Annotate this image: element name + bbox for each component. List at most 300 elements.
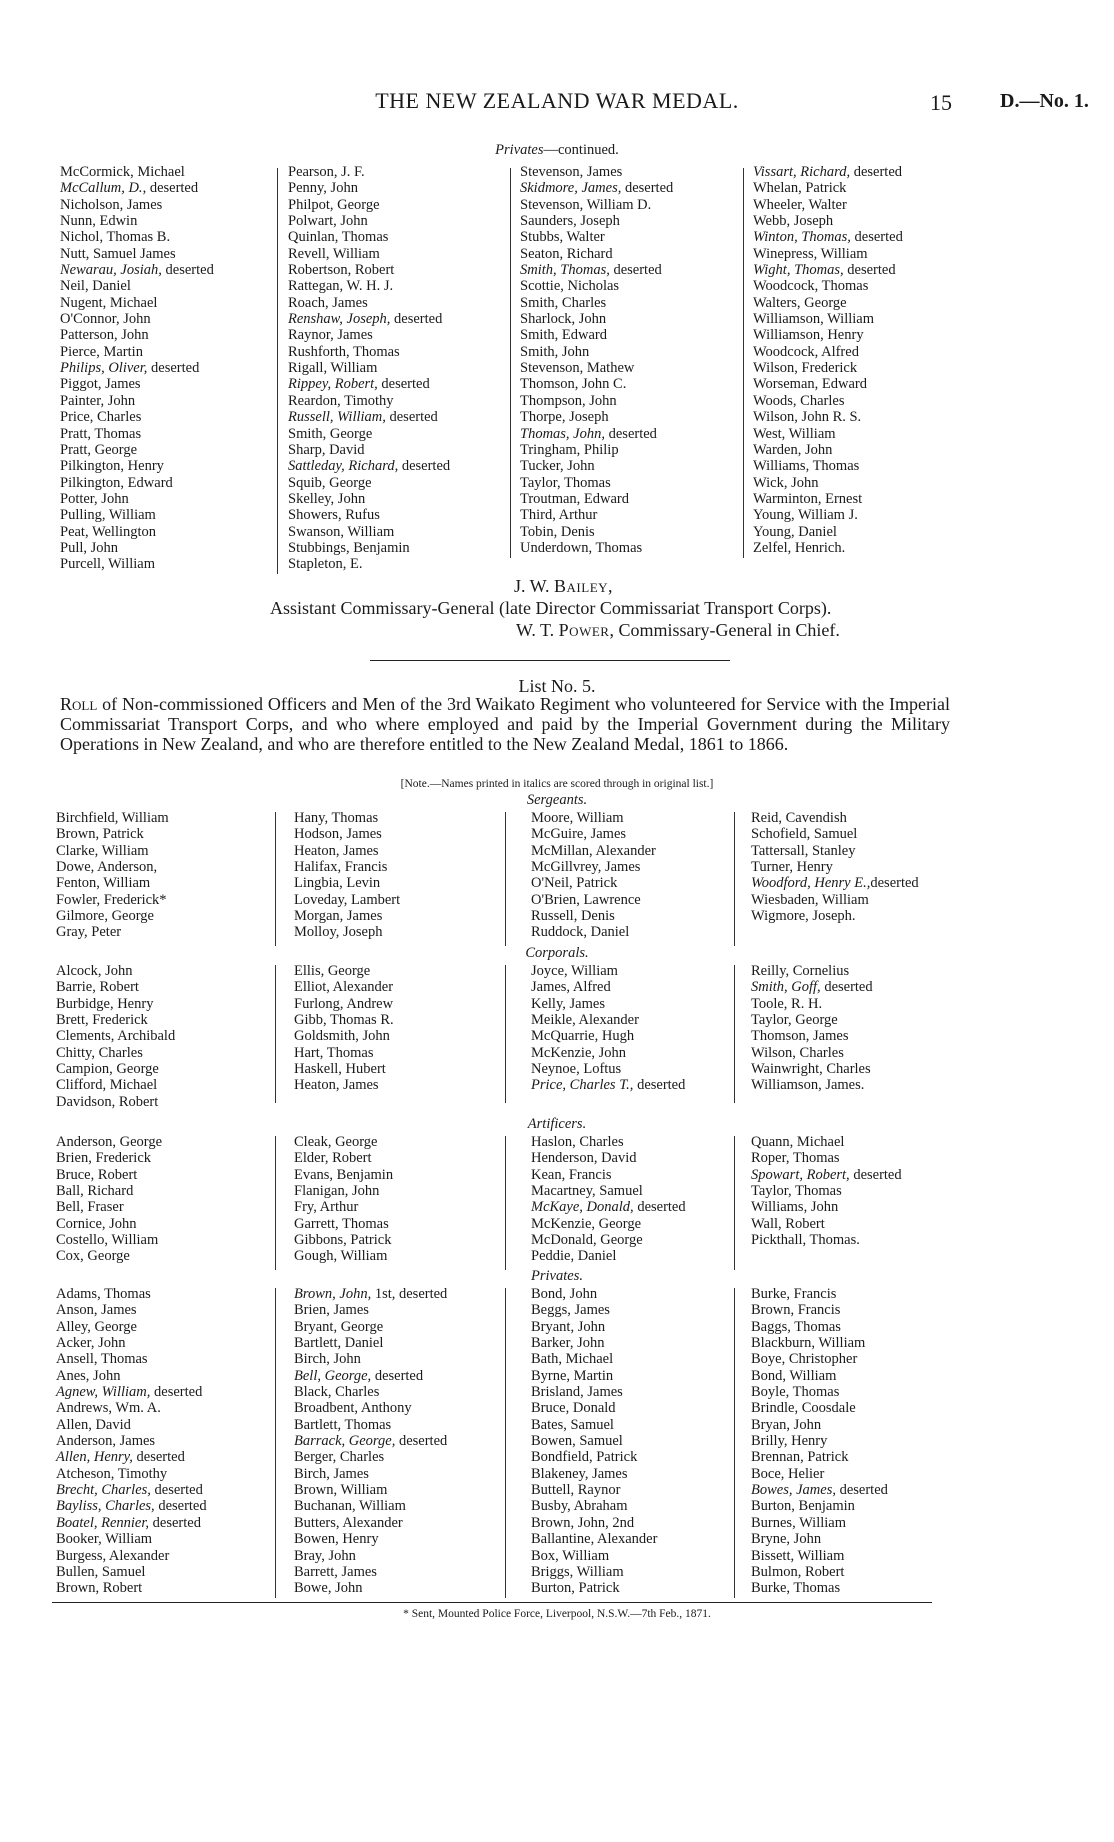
entry-name: Bruce, Robert (56, 1166, 138, 1183)
entry-name: Brien, James (294, 1302, 369, 1319)
roll-entry (60, 262, 214, 278)
entry-note: deserted (850, 164, 903, 180)
roll-entry (288, 311, 450, 327)
roll-entry (56, 1368, 207, 1384)
roll-entry (294, 1077, 394, 1093)
roll-entry (531, 1564, 657, 1580)
roll-entry (531, 875, 656, 891)
roll-entry (531, 1077, 685, 1093)
entry-name: Allen, David (56, 1416, 131, 1433)
roll-entry (753, 180, 903, 196)
struck-name: Thomas, John, (520, 425, 605, 442)
entry-name: Henderson, David (531, 1150, 637, 1167)
entry-name: Troutman, Edward (520, 490, 630, 507)
roll-entry (531, 1045, 685, 1061)
entry-name: Skelley, John (288, 490, 366, 507)
roll-entry (56, 1417, 207, 1433)
roll-entry (751, 996, 873, 1012)
column-divider (510, 168, 511, 558)
struck-name: Bell, George, (294, 1367, 372, 1384)
entry-name: Moore, William (531, 810, 624, 826)
corporals-heading: Corporals. (525, 945, 589, 961)
entry-name: Seaton, Richard (520, 245, 613, 262)
roll-entry (751, 1580, 888, 1596)
entry-name: Stevenson, James (520, 164, 623, 180)
entry-name: Alcock, John (56, 963, 133, 979)
roll-entry (288, 376, 450, 392)
roll-entry (751, 1351, 888, 1367)
roll-entry (753, 409, 903, 425)
roll-entry (531, 996, 685, 1012)
roll-entry (520, 409, 673, 425)
roll-entry (288, 213, 450, 229)
entry-name: Bath, Michael (531, 1351, 614, 1368)
roll-entry (56, 1449, 207, 1465)
list-introduction (60, 694, 950, 754)
roll-entry (60, 164, 214, 180)
entry-name: Baggs, Thomas (751, 1318, 841, 1335)
entry-name: Pulling, William (60, 507, 156, 524)
entry-name: Birch, John (294, 1351, 361, 1368)
roll-entry (753, 311, 903, 327)
entry-name: Woodcock, Alfred (753, 343, 859, 360)
entry-name: Haslon, Charles (531, 1134, 624, 1150)
entry-name: Smith, John (520, 343, 590, 360)
entry-name: Joyce, William (531, 963, 618, 979)
entry-name: Brown, Patrick (56, 826, 144, 843)
entry-name: Atcheson, Timothy (56, 1465, 168, 1482)
entry-name: Stevenson, William D. (520, 196, 652, 213)
roll-entry (294, 810, 400, 826)
roll-entry (60, 246, 214, 262)
roll-entry (294, 924, 400, 940)
entry-name: Brown, William (294, 1482, 388, 1499)
entry-name: Williams, John (751, 1199, 839, 1216)
roll-entry (294, 1498, 447, 1514)
roll-entry (520, 262, 673, 278)
entry-note: deserted (835, 1482, 888, 1499)
roll-entry (294, 1548, 447, 1564)
entry-name: Bryant, John (531, 1318, 606, 1335)
roll-entry (520, 475, 673, 491)
entry-name: O'Brien, Lawrence (531, 891, 641, 908)
signature-surname: Bailey (554, 576, 609, 596)
roll-entry (294, 1012, 394, 1028)
roll-entry (751, 810, 919, 826)
roll-entry (288, 164, 450, 180)
roll-entry (753, 458, 903, 474)
entry-name: Booker, William (56, 1531, 153, 1548)
entry-name: Pratt, Thomas (60, 425, 142, 442)
privates-continued-col-4 (753, 164, 903, 556)
entry-name: Bryne, John (751, 1531, 822, 1548)
roll-entry (288, 344, 450, 360)
column-divider (275, 812, 276, 946)
entry-name: Rattegan, W. H. J. (288, 278, 394, 295)
roll-entry (60, 393, 214, 409)
roll-entry (56, 996, 175, 1012)
entry-name: Underdown, Thomas (520, 539, 643, 556)
column-divider (734, 1288, 735, 1598)
struck-name: Spowart, Robert, (751, 1166, 850, 1183)
entry-note: deserted (633, 1199, 686, 1216)
entry-note: deserted (390, 311, 443, 328)
entry-name: Neynoe, Loftus (531, 1061, 622, 1078)
roll-entry (751, 1400, 888, 1416)
entry-name: Williamson, William (753, 311, 874, 328)
roll-entry (751, 1319, 888, 1335)
entry-name: Philpot, George (288, 196, 380, 213)
roll-entry (753, 442, 903, 458)
entry-name: Peat, Wellington (60, 523, 157, 540)
entry-name: Gibbons, Patrick (294, 1232, 392, 1249)
entry-name: Pratt, George (60, 441, 138, 458)
struck-name: Woodford, Henry E., (751, 875, 871, 892)
entry-name: Broadbent, Anthony (294, 1400, 412, 1417)
entry-name: Woods, Charles (753, 392, 845, 409)
entry-name: Worseman, Edward (753, 376, 867, 393)
struck-name: Boatel, Rennier, (56, 1514, 150, 1531)
entry-name: Ruddock, Daniel (531, 924, 630, 941)
roll-entry (56, 1335, 207, 1351)
column-divider (734, 812, 735, 946)
roll-entry (751, 1515, 888, 1531)
entry-name: Young, William J. (753, 507, 858, 524)
entry-note: deserted (149, 1514, 201, 1531)
entry-name: Rushforth, Thomas (288, 343, 400, 360)
entry-name: Campion, George (56, 1061, 159, 1078)
entry-name: Nichol, Thomas B. (60, 229, 171, 246)
corporals-col-1 (56, 963, 175, 1110)
entry-name: Bryan, John (751, 1416, 822, 1433)
roll-entry (520, 197, 673, 213)
entry-name: Brown, Francis (751, 1302, 841, 1319)
roll-entry (60, 213, 214, 229)
entry-name: Morgan, James (294, 908, 383, 925)
entry-name: Polwart, John (288, 213, 368, 230)
entry-name: Gibb, Thomas R. (294, 1012, 394, 1029)
entry-name: Bulmon, Robert (751, 1563, 845, 1580)
roll-entry (520, 164, 673, 180)
signature-title-2: , Commissary-General in Chief. (609, 620, 840, 640)
signature-punct: , (608, 576, 613, 596)
roll-entry (294, 1335, 447, 1351)
entry-name: Wigmore, Joseph. (751, 908, 856, 925)
entry-name: Boce, Helier (751, 1465, 825, 1482)
entry-name: Busby, Abraham (531, 1498, 628, 1515)
footnote-divider (52, 1602, 932, 1603)
entry-name: Fowler, Frederick* (56, 891, 167, 908)
struck-name: Wight, Thomas, (753, 262, 844, 279)
entry-name: Ball, Richard (56, 1183, 134, 1200)
roll-entry (60, 229, 214, 245)
entry-name: McGillvrey, James (531, 859, 641, 876)
entry-name: Elliot, Alexander (294, 979, 394, 996)
roll-entry (531, 1466, 657, 1482)
entry-name: Brown, Robert (56, 1580, 143, 1597)
roll-entry (751, 1028, 873, 1044)
roll-entry (294, 843, 400, 859)
entry-name: Thompson, John (520, 392, 617, 409)
roll-entry (56, 1482, 207, 1498)
roll-entry (751, 1417, 888, 1433)
entry-name: Reid, Cavendish (751, 810, 847, 826)
roll-entry (60, 442, 214, 458)
entry-name: Molloy, Joseph (294, 924, 383, 941)
sergeants-col-4 (751, 810, 919, 924)
entry-name: Wilson, John R. S. (753, 409, 862, 426)
roll-entry (753, 540, 903, 556)
entry-name: Black, Charles (294, 1384, 380, 1401)
entry-name: Piggot, James (60, 376, 141, 393)
entry-name: Halifax, Francis (294, 859, 388, 876)
roll-entry (60, 197, 214, 213)
entry-name: Briggs, William (531, 1563, 624, 1580)
entry-name: Wilson, Frederick (753, 360, 858, 377)
corporals-col-3 (531, 963, 685, 1094)
signature-initials: W. T. (516, 620, 559, 640)
entry-name: Byrne, Martin (531, 1367, 614, 1384)
roll-entry (751, 1150, 902, 1166)
entry-name: Heaton, James (294, 1077, 379, 1094)
roll-entry (60, 376, 214, 392)
privates-continued-col-1 (60, 164, 214, 573)
struck-name: Brown, John, (294, 1286, 372, 1302)
entry-name: Painter, John (60, 392, 136, 409)
roll-entry (60, 360, 214, 376)
entry-note: deserted (870, 875, 919, 892)
entry-name: Ballantine, Alexander (531, 1531, 658, 1548)
entry-name: Gough, William (294, 1248, 388, 1265)
roll-entry (294, 1045, 394, 1061)
roll-entry (56, 1012, 175, 1028)
entry-name: Anderson, George (56, 1134, 163, 1150)
roll-entry (56, 924, 169, 940)
roll-entry (751, 1449, 888, 1465)
entry-note: deserted (633, 1077, 686, 1094)
struck-name: Allen, Henry, (56, 1449, 133, 1466)
roll-entry (294, 1564, 447, 1580)
column-divider (734, 1136, 735, 1270)
roll-entry (294, 1248, 393, 1264)
roll-entry (531, 1286, 657, 1302)
roll-entry (60, 409, 214, 425)
roll-entry (288, 180, 450, 196)
roll-entry (531, 1482, 657, 1498)
entry-note: deserted (609, 262, 662, 279)
entry-name: Anes, John (56, 1367, 121, 1384)
roll-entry (531, 1028, 685, 1044)
entry-name: Bondfield, Patrick (531, 1449, 638, 1466)
signature-title-1: Assistant Commissary-General (late Director Commissariat Transport Corps). (270, 598, 832, 618)
entry-name: Taylor, Thomas (520, 474, 611, 491)
roll-entry (531, 1061, 685, 1077)
entry-name: Gray, Peter (56, 924, 122, 941)
roll-entry (60, 180, 214, 196)
roll-entry (288, 295, 450, 311)
signature-surname: Power (558, 620, 610, 640)
entry-name: Furlong, Andrew (294, 995, 394, 1012)
roll-entry (294, 875, 400, 891)
entry-name: Burton, Benjamin (751, 1498, 855, 1515)
roll-entry (294, 1319, 447, 1335)
roll-entry (56, 826, 169, 842)
roll-entry (531, 1183, 686, 1199)
column-divider (275, 1288, 276, 1598)
entry-name: Thomson, John C. (520, 376, 627, 393)
roll-entry (294, 1384, 447, 1400)
entry-name: Sharlock, John (520, 311, 607, 328)
entry-name: Burton, Patrick (531, 1580, 620, 1597)
roll-entry (288, 426, 450, 442)
entry-name: McKenzie, George (531, 1215, 642, 1232)
struck-name: Agnew, William, (56, 1384, 151, 1401)
privates-continued-heading (0, 142, 1114, 158)
entry-name: Anderson, James (56, 1433, 156, 1450)
sergeants-col-2 (294, 810, 400, 941)
roll-entry (751, 1302, 888, 1318)
struck-name: Smith, Thomas, (520, 262, 610, 279)
roll-entry (294, 892, 400, 908)
roll-entry (294, 1302, 447, 1318)
entry-name: McGuire, James (531, 826, 627, 843)
roll-entry (520, 507, 673, 523)
roll-entry (751, 1061, 873, 1077)
entry-name: McDonald, George (531, 1232, 643, 1249)
entry-name: Nicholson, James (60, 196, 163, 213)
roll-entry (520, 540, 673, 556)
roll-entry (56, 1077, 175, 1093)
artificers-col-2 (294, 1134, 393, 1265)
roll-entry (288, 524, 450, 540)
roll-entry (60, 426, 214, 442)
roll-entry (294, 1028, 394, 1044)
entry-name: Birch, James (294, 1465, 369, 1482)
entry-name: Hodson, James (294, 826, 382, 843)
entry-name: Sharp, David (288, 441, 365, 458)
entry-name: Pierce, Martin (60, 343, 143, 360)
roll-entry (520, 442, 673, 458)
entry-name: Chitty, Charles (56, 1044, 143, 1061)
entry-note: deserted (385, 409, 438, 426)
entry-name: Schofield, Samuel (751, 826, 858, 843)
roll-entry (60, 344, 214, 360)
roll-entry (520, 246, 673, 262)
roll-entry (294, 1134, 393, 1150)
struck-name: Newarau, Josiah, (60, 262, 162, 279)
entry-name: Wilson, Charles (751, 1044, 844, 1061)
roll-entry (751, 859, 919, 875)
entry-name: Williamson, James. (751, 1077, 865, 1094)
entry-name: Nugent, Michael (60, 294, 158, 311)
roll-entry (531, 1199, 686, 1215)
struck-name: Russell, William, (288, 409, 386, 426)
roll-entry (56, 1216, 162, 1232)
struck-name: Bayliss, Charles, (56, 1498, 155, 1515)
entry-name: Bray, John (294, 1547, 356, 1564)
roll-entry (751, 1384, 888, 1400)
roll-entry (531, 810, 656, 826)
roll-entry (751, 826, 919, 842)
roll-entry (56, 1167, 162, 1183)
entry-name: Turner, Henry (751, 859, 833, 876)
entry-name: Bartlett, Daniel (294, 1335, 384, 1352)
roll-entry (531, 1150, 686, 1166)
roll-entry (294, 1183, 393, 1199)
roll-entry (294, 1216, 393, 1232)
footnote: * Sent, Mounted Police Force, Liverpool, N.S.W.—7th Feb., 1871. (403, 1608, 711, 1620)
entry-name: Bryant, George (294, 1318, 384, 1335)
entry-name: Penny, John (288, 180, 358, 197)
entry-note: deserted (132, 1449, 185, 1466)
entry-name: Bowe, John (294, 1580, 363, 1597)
entry-note: deserted (150, 1482, 203, 1499)
entry-name: Robertson, Robert (288, 262, 395, 279)
roll-entry (751, 1232, 902, 1248)
sergeants-heading: Sergeants. (526, 792, 588, 808)
entry-note: deserted (371, 1367, 424, 1384)
entry-name: Elder, Robert (294, 1150, 372, 1167)
struck-name: Smith, Goff, (751, 979, 821, 996)
entry-name: Brisland, James (531, 1384, 623, 1401)
entry-name: Burgess, Alexander (56, 1547, 170, 1564)
entry-name: Cox, George (56, 1248, 130, 1265)
entry-name: Cornice, John (56, 1215, 137, 1232)
roll-entry (751, 1012, 873, 1028)
roll-entry (531, 1134, 686, 1150)
column-divider (505, 1136, 506, 1270)
roll-entry (531, 1012, 685, 1028)
roll-entry (751, 979, 873, 995)
entry-name: Beggs, James (531, 1302, 610, 1319)
entry-name: Berger, Charles (294, 1449, 385, 1466)
entry-name: Pickthall, Thomas. (751, 1232, 860, 1249)
artificers-col-3 (531, 1134, 686, 1265)
entry-name: Pearson, J. F. (288, 164, 365, 180)
continued-text: —continued. (543, 142, 619, 158)
roll-entry (520, 327, 673, 343)
entry-name: Rigall, William (288, 360, 378, 377)
roll-entry (753, 262, 903, 278)
roll-entry (60, 295, 214, 311)
entry-note: deserted (850, 229, 903, 246)
roll-entry (60, 458, 214, 474)
entry-name: Blakeney, James (531, 1465, 628, 1482)
roll-entry (288, 197, 450, 213)
roll-entry (751, 963, 873, 979)
roll-entry (56, 1134, 162, 1150)
roll-entry (56, 1531, 207, 1547)
roll-entry (294, 826, 400, 842)
entry-name: Thorpe, Joseph (520, 409, 609, 426)
roll-entry (56, 1384, 207, 1400)
roll-entry (294, 1232, 393, 1248)
roll-entry (288, 229, 450, 245)
roll-entry (520, 295, 673, 311)
roll-entry (531, 1384, 657, 1400)
entry-name: Tringham, Philip (520, 441, 619, 458)
roll-entry (56, 1232, 162, 1248)
roll-entry (531, 1580, 657, 1596)
roll-entry (288, 507, 450, 523)
roll-entry (294, 1286, 447, 1302)
entry-name: Alley, George (56, 1318, 137, 1335)
roll-entry (531, 1531, 657, 1547)
roll-entry (753, 426, 903, 442)
entry-note: 1st, deserted (371, 1286, 448, 1302)
entry-name: Saunders, Joseph (520, 213, 620, 230)
roll-entry (753, 327, 903, 343)
